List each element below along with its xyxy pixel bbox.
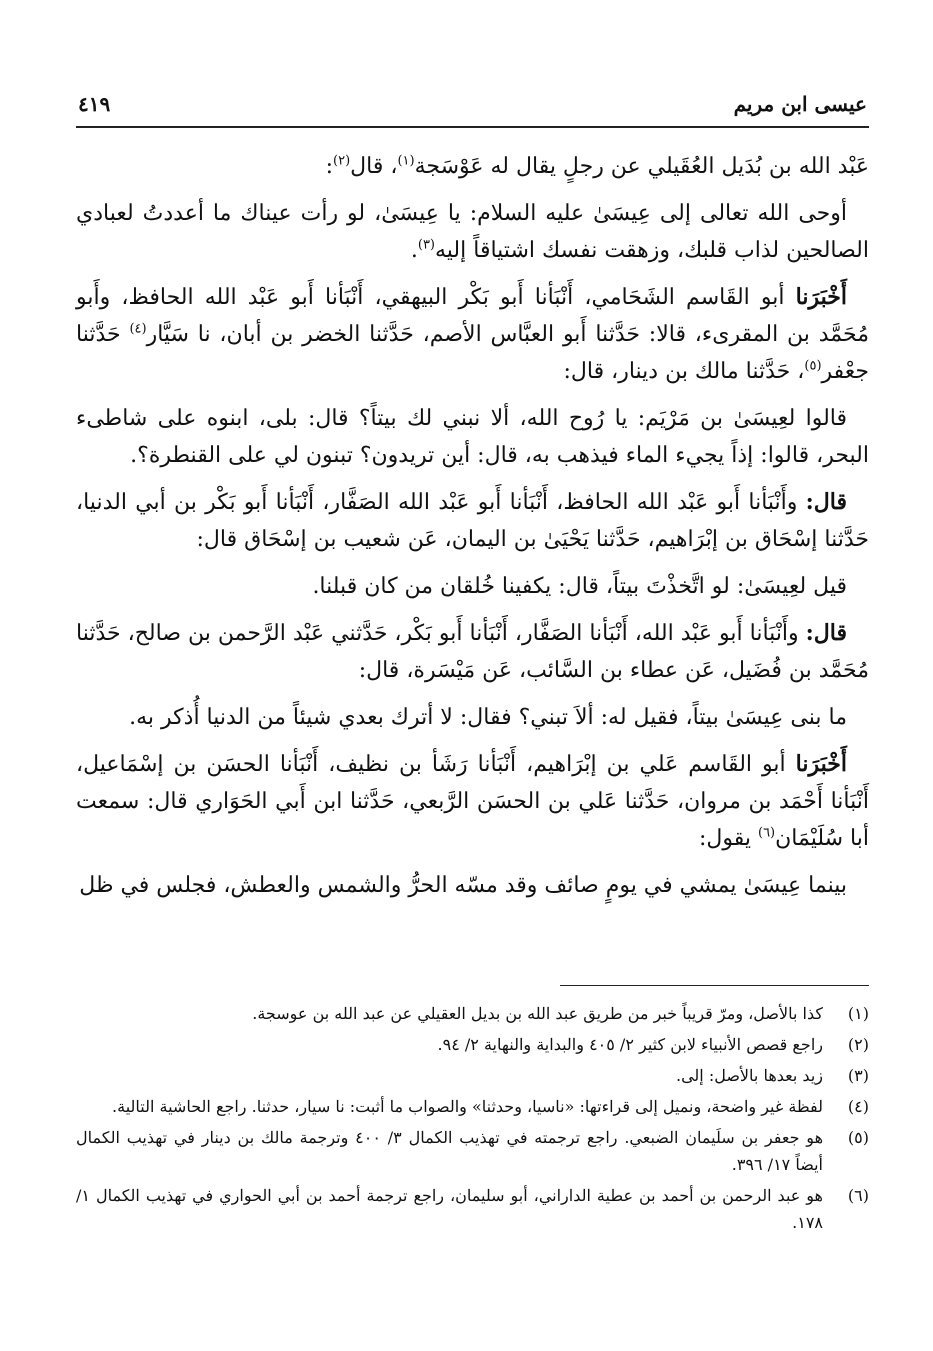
footnote-number: (٦) bbox=[847, 1186, 869, 1205]
paragraph bbox=[76, 484, 869, 558]
footnote-number: (٢) bbox=[847, 1035, 869, 1054]
text-run: أوحى الله تعالى إلى عِيسَىٰ عليه السلام: يا عِيسَىٰ، لو رأت عيناك ما أعددتُ لعبادي الصالحين لذاب قلبك، وزهقت نفسك اشتياقاً إليه bbox=[76, 201, 869, 263]
paragraph: بينما عِيسَىٰ يمشي في يومٍ صائف وقد مسّه الحرُّ والشمس والعطش، فجلس في ظل bbox=[79, 873, 847, 898]
footnote-ref[interactable]: (١) bbox=[397, 153, 415, 169]
text-run: عَبْد الله بن بُدَيل العُقَيلي عن رجلٍ يقال له عَوْسَجة bbox=[414, 154, 869, 179]
paragraph bbox=[76, 195, 869, 269]
text-run: ، قال bbox=[350, 154, 398, 179]
footnote-text: راجع قصص الأنبياء لابن كثير ٢/ ٤٠٥ والبداية والنهاية ٢/ ٩٤. bbox=[437, 1035, 823, 1054]
footnote-number: (٥) bbox=[847, 1128, 869, 1147]
paragraph bbox=[76, 148, 869, 185]
text-run: . bbox=[410, 238, 418, 263]
running-header bbox=[76, 84, 869, 128]
text-run: وأَنْبَأنا أَبو عَبْد الله، أَنْبَأنا الصَفَّار، أَنْبَأنا أَبو بَكْر، حَدَّثني عَبْد الرَّحمن بن صالح، حَدَّثنا مُحَمَّد بن فُضَيل، عَن عطاء بن السَّائب، عَن مَيْسَرة، قال: bbox=[76, 621, 869, 683]
footnote bbox=[76, 1031, 869, 1058]
isnad-keyword: قال: bbox=[805, 620, 847, 646]
footnote bbox=[76, 1062, 869, 1089]
text-run: أبو القَاسم الشَحَامي، أَنْبَأنا أَبو بَكْر البيهقي، أَنْبَأنا أَبو عَبْد الله الحافظ، وأَبو مُحَمَّد بن المقرىء، قالا: حَدَّثنا أَبو العبَّاس الأصم، حَدَّثنا الخضر بن أبان، نا سَيَّار bbox=[76, 285, 869, 347]
footnote-ref[interactable]: (٥) bbox=[804, 358, 822, 374]
footnote-ref[interactable]: (٣) bbox=[417, 237, 435, 253]
footnote-text: لفظة غير واضحة، ونميل إلى قراءتها: «ناسيا، وحدثنا» والصواب ما أثبت: نا سيار، حدثنا. راجع الحاشية التالية. bbox=[112, 1097, 823, 1116]
page-number: ٤١٩ bbox=[78, 92, 111, 116]
footnote-text: هو جعفر بن سلَيمان الضبعي. راجع ترجمته في تهذيب الكمال ٣/ ٤٠٠ وترجمة مالك بن دينار في تهذيب الكمال أيضاً ١٧/ ٣٩٦. bbox=[76, 1128, 824, 1174]
paragraph bbox=[76, 746, 869, 857]
main-text bbox=[76, 148, 869, 914]
footnote-ref[interactable]: (٤) bbox=[129, 321, 147, 337]
isnad-keyword: أَخْبَرَنا bbox=[795, 284, 847, 310]
footnote-text: زيد بعدها بالأصل: إلى. bbox=[675, 1066, 823, 1085]
text-run: وأَنْبَأنا أَبو عَبْد الله الحافظ، أَنْبَأنا أَبو عَبْد الله الصَفَّار، أَنْبَأنا أَبو بَكْر بن أبي الدنيا، حَدَّثنا إسْحَاق بن إبْرَاهيم، حَدَّثنا يَحْيَىٰ بن اليمان، عَن شعيب بن إسْحَاق قال: bbox=[76, 490, 869, 552]
isnad-keyword: أَخْبَرَنا bbox=[795, 751, 847, 777]
text-run: : bbox=[325, 154, 333, 179]
isnad-keyword: قال: bbox=[805, 489, 847, 515]
paragraph: ما بنى عِيسَىٰ بيتاً، فقيل له: ألاَ تبني؟ فقال: لا أترك بعدي شيئاً من الدنيا أُذكر به. bbox=[129, 705, 847, 730]
footnote-text: كذا بالأصل، ومرّ قريباً خبر من طريق عبد الله بن بديل العقيلي عن عبد الله بن عوسجة. bbox=[252, 1004, 823, 1023]
footnote-separator bbox=[560, 985, 869, 986]
paragraph: قالوا لعِيسَىٰ بن مَرْيَم: يا رُوح الله، ألا نبني لك بيتاً؟ قال: بلى، ابنوه على شاطىء البحر، قالوا: إذاً يجيء الماء فيذهب به، قال: أين تريدون؟ تبنون لي على القنطرة؟. bbox=[76, 406, 869, 468]
footnote bbox=[76, 1000, 869, 1027]
footnote-ref[interactable]: (٢) bbox=[333, 153, 351, 169]
footnote-text: هو عبد الرحمن بن أحمد بن عطية الداراني، أبو سليمان، راجع ترجمة أحمد بن أبي الحواري في تهذيب الكمال ١/ ١٧٨. bbox=[76, 1186, 823, 1232]
text-run: ، حَدَّثنا مالك بن دينار، قال: bbox=[563, 359, 805, 384]
footnote bbox=[76, 1182, 869, 1236]
running-title: عيسى ابن مريم bbox=[733, 92, 867, 116]
text-run: يقول: bbox=[698, 826, 758, 851]
footnote bbox=[76, 1124, 869, 1178]
footnotes bbox=[76, 1000, 869, 1240]
footnote bbox=[76, 1093, 869, 1120]
paragraph bbox=[76, 615, 869, 689]
footnote-number: (٣) bbox=[847, 1066, 869, 1085]
paragraph bbox=[76, 279, 869, 390]
footnote-number: (١) bbox=[847, 1004, 869, 1023]
footnote-number: (٤) bbox=[847, 1097, 869, 1116]
footnote-ref[interactable]: (٦) bbox=[757, 825, 776, 841]
text-run: أبو القَاسم عَلي بن إبْرَاهيم، أَنْبَأنا رَشَأ بن نظيف، أَنْبَأنا الحسَن بن إسْمَاعيل، أَنْبَأنا أَحْمَد بن مروان، حَدَّثنا عَلي بن الحسَن الرَّبعي، حَدَّثنا ابن أَبي الحَوَاري قال: سمعت أبا سُلَيْمَان bbox=[76, 752, 869, 851]
text-run: حَدَّثنا جعْفر bbox=[76, 322, 869, 384]
paragraph: قيل لعِيسَىٰ: لو اتَّخذْتَ بيتاً، قال: يكفينا خُلقان من كان قبلنا. bbox=[312, 574, 847, 599]
